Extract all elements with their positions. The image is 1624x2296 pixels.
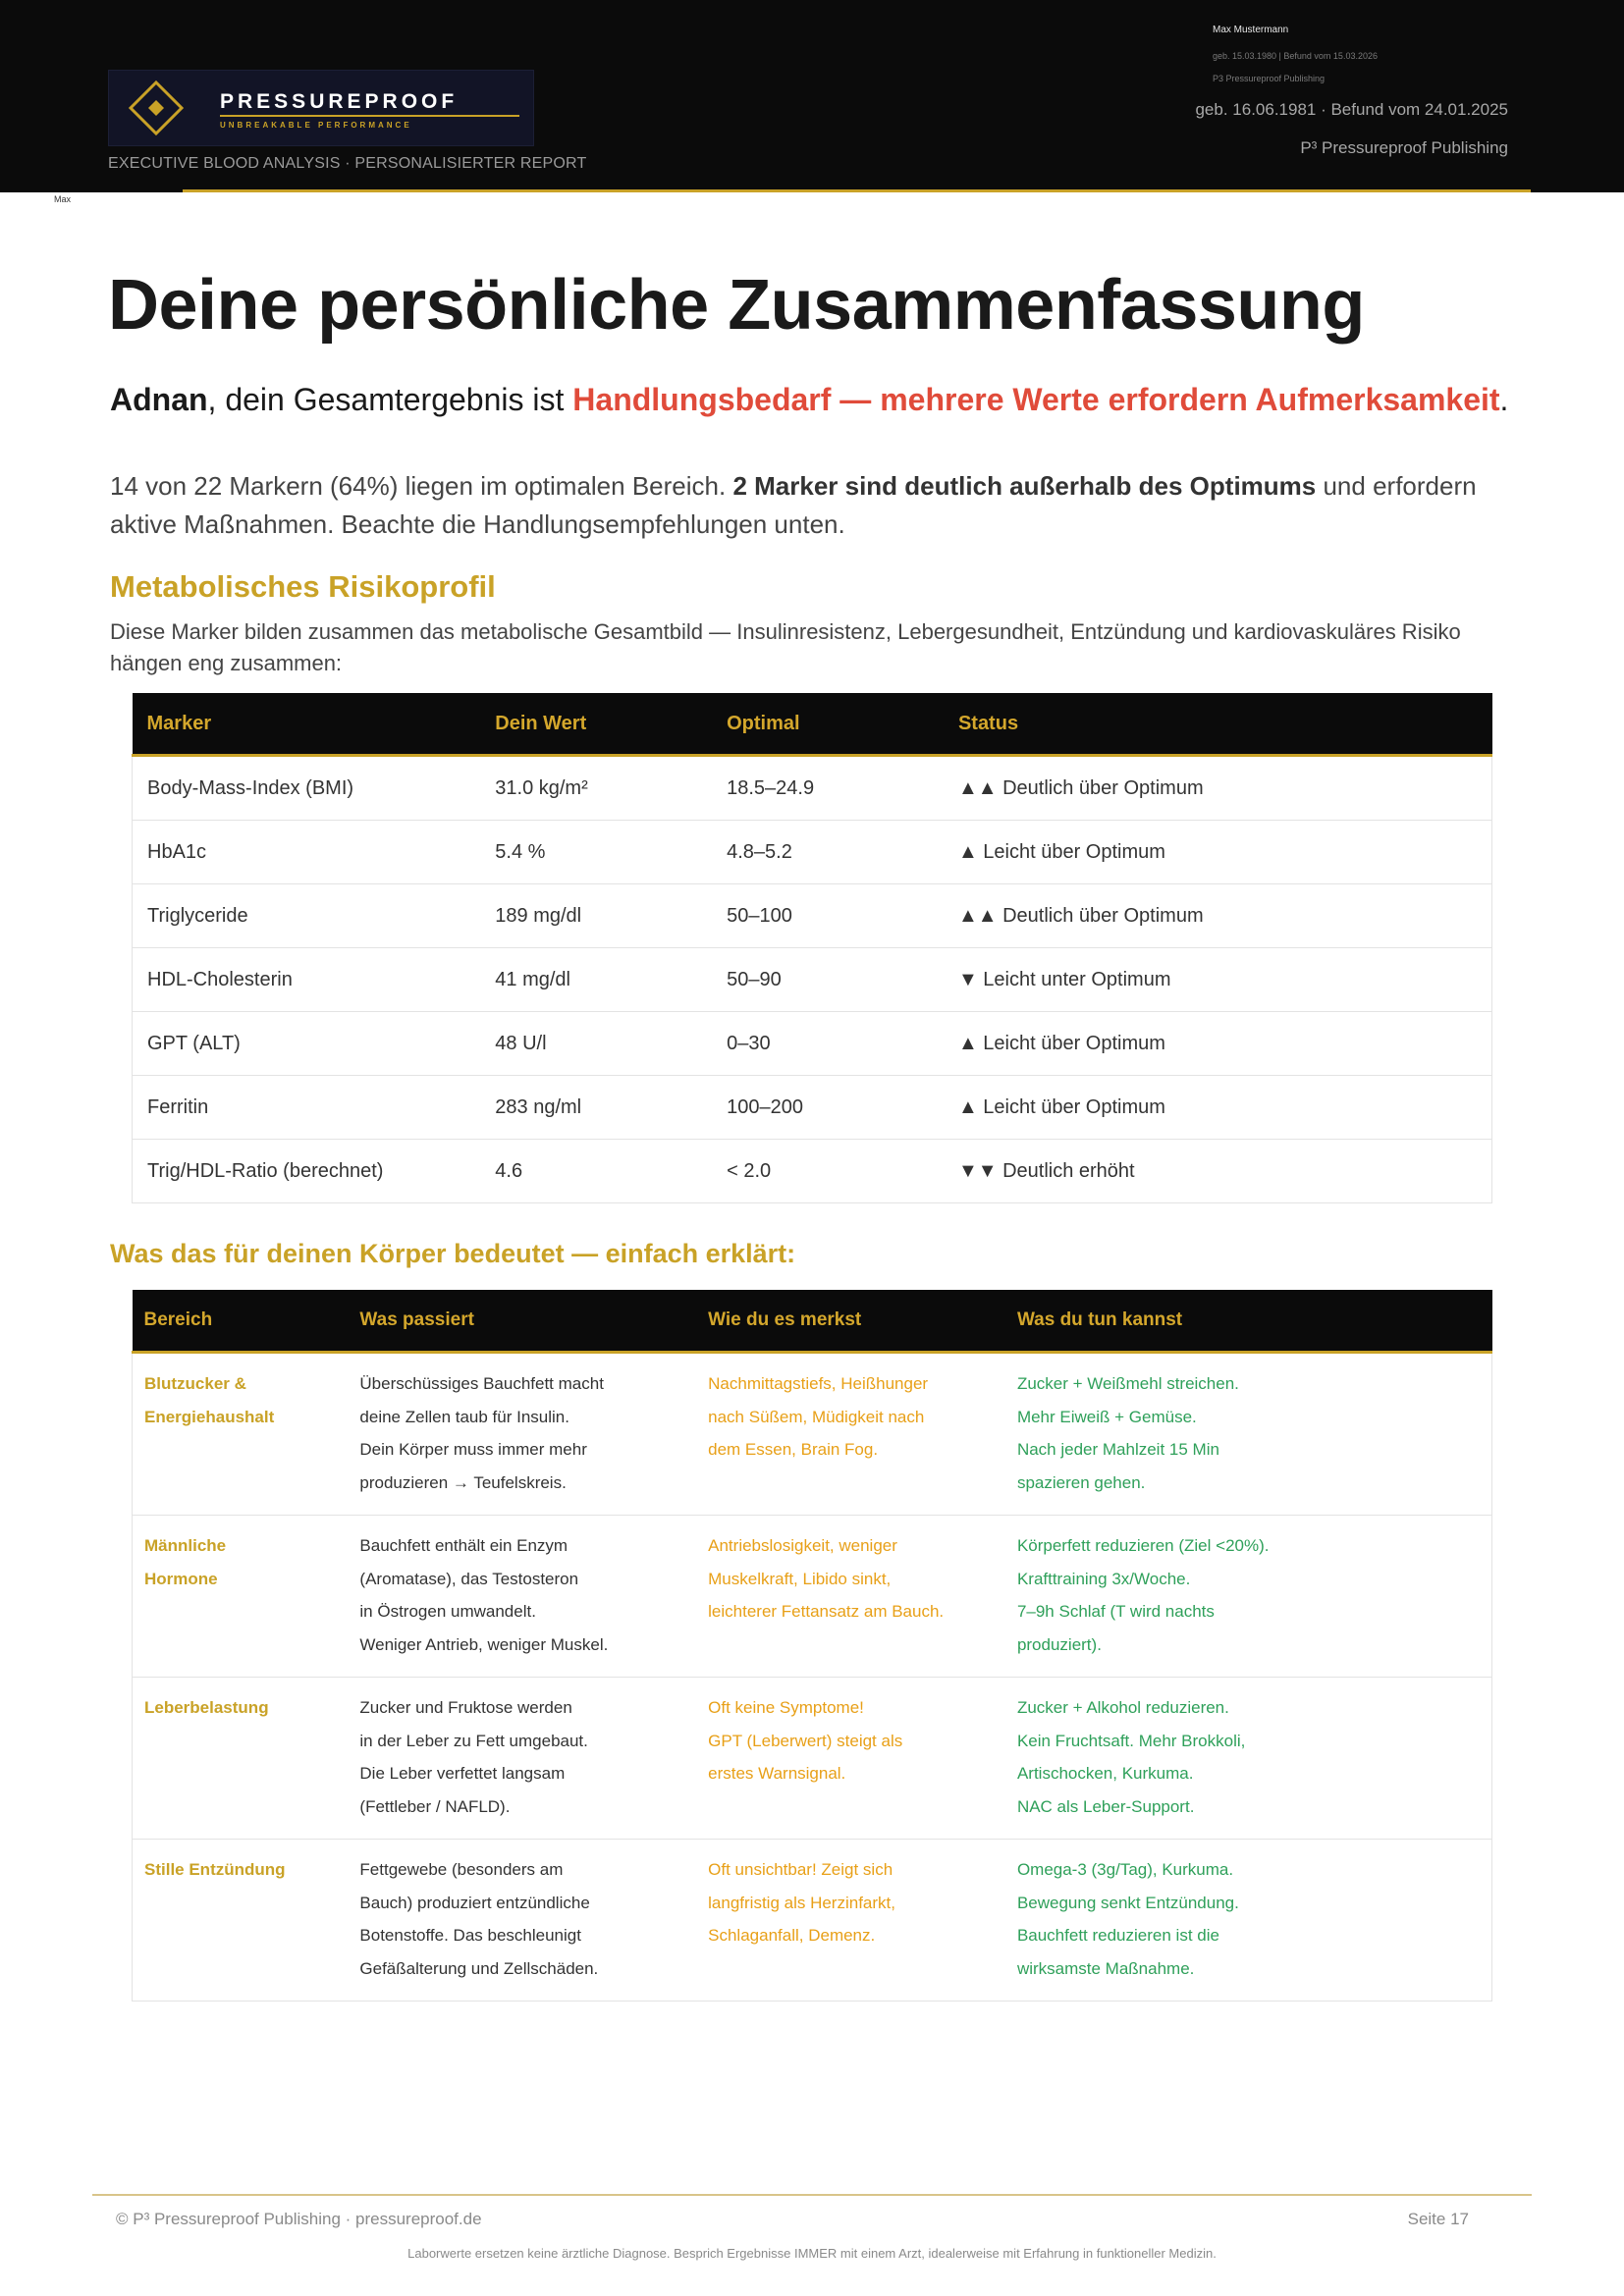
text-line: Oft unsichtbar! Zeigt sich (708, 1860, 893, 1879)
area-line: Energiehaushalt (144, 1407, 275, 1426)
column-header: Wie du es merkst (696, 1290, 1005, 1353)
marker-optimal: < 2.0 (712, 1140, 944, 1203)
text-line: Überschüssiges Bauchfett macht (359, 1374, 604, 1393)
diamond-logo-icon (125, 77, 188, 139)
report-header (0, 0, 1624, 192)
table-header-row (133, 1290, 1492, 1353)
page-number: Seite 17 (1407, 2210, 1469, 2228)
text-line: Muskelkraft, Libido sinkt, (708, 1569, 892, 1588)
marker-status: ▲▲ Deutlich über Optimum (944, 756, 1492, 821)
text-line: Botenstoffe. Das beschleunigt (359, 1926, 581, 1945)
explanation-table (132, 1290, 1492, 2002)
text-line: (Fettleber / NAFLD). (359, 1796, 511, 1816)
table-row (133, 1140, 1492, 1203)
table-header-row (133, 693, 1492, 756)
text-line: wirksamste Maßnahme. (1016, 1958, 1195, 1978)
text-line: Oft keine Symptome! (708, 1698, 864, 1717)
text-line: Bewegung senkt Entzündung. (1016, 1893, 1239, 1912)
area-line: Leberbelastung (144, 1698, 269, 1717)
text-line: Nachmittagstiefs, Heißhunger (708, 1374, 929, 1393)
area-cell (133, 1353, 349, 1516)
marker-optimal: 18.5–24.9 (712, 756, 944, 821)
text-line: Artischocken, Kurkuma. (1016, 1764, 1194, 1783)
table-row (133, 1678, 1492, 1840)
marker-value: 41 mg/dl (480, 948, 712, 1012)
marker-optimal: 50–90 (712, 948, 944, 1012)
text-line: NAC als Leber-Support. (1016, 1796, 1195, 1816)
text-line: GPT (Leberwert) steigt als (708, 1731, 903, 1750)
marker-status: ▲▲ Deutlich über Optimum (944, 884, 1492, 948)
marker-name: HDL-Cholesterin (133, 948, 481, 1012)
column-header: Dein Wert (480, 693, 712, 756)
marker-status: ▲ Leicht über Optimum (944, 821, 1492, 884)
report-subtitle: EXECUTIVE BLOOD ANALYSIS · PERSONALISIERTER REPORT (108, 155, 587, 172)
text-line: in der Leber zu Fett umgebaut. (359, 1731, 588, 1750)
table-row (133, 1076, 1492, 1140)
symptoms-cell (696, 1353, 1005, 1516)
area-cell (133, 1516, 349, 1678)
table-row (133, 821, 1492, 884)
text-line: Zucker + Alkohol reduzieren. (1016, 1698, 1229, 1717)
text-line: langfristig als Herzinfarkt, (708, 1893, 895, 1912)
header-divider (183, 189, 1531, 192)
table-row (133, 1516, 1492, 1678)
text-line: spazieren gehen. (1016, 1472, 1146, 1492)
patient-first-name: Adnan (110, 382, 208, 417)
text-line: Bauch) produziert entzündliche (359, 1893, 590, 1912)
marker-optimal: 4.8–5.2 (712, 821, 944, 884)
summary-part2: und erfordern aktive Maßnahmen. Beachte die Handlungsempfehlungen unten. (110, 471, 1477, 539)
publisher-small: P3 Pressureproof Publishing (1213, 74, 1326, 83)
text-line: Zucker + Weißmehl streichen. (1016, 1374, 1239, 1393)
text-line: Bauchfett reduzieren ist die (1016, 1926, 1219, 1945)
column-header: Was du tun kannst (1005, 1290, 1492, 1353)
column-header: Bereich (133, 1290, 349, 1353)
patient-meta-small: geb. 15.03.1980 | Befund vom 15.03.2026 (1213, 51, 1378, 61)
text-line: leichterer Fettansatz am Bauch. (708, 1602, 945, 1621)
logo-rule (220, 115, 519, 117)
result-end: . (1499, 382, 1509, 417)
column-header: Marker (133, 693, 481, 756)
what-happens-cell (348, 1678, 696, 1840)
text-line: Zucker und Fruktose werden (359, 1698, 572, 1717)
tiny-label: Max (54, 194, 72, 204)
area-line: Männliche (144, 1536, 227, 1555)
text-line: Antriebslosigkeit, weniger (708, 1536, 897, 1555)
table-row (133, 948, 1492, 1012)
table-row (133, 1012, 1492, 1076)
section-title: Metabolisches Risikoprofil (110, 569, 496, 604)
text-line: dem Essen, Brain Fog. (708, 1440, 879, 1459)
table-row (133, 884, 1492, 948)
logo-tagline: UNBREAKABLE PERFORMANCE (220, 121, 412, 130)
area-cell (133, 1678, 349, 1840)
area-line: Hormone (144, 1569, 218, 1588)
explain-title: Was das für deinen Körper bedeutet — einfach erklärt: (110, 1239, 796, 1268)
area-line: Blutzucker & (144, 1374, 246, 1393)
table-row (133, 1353, 1492, 1516)
text-line: deine Zellen taub für Insulin. (359, 1407, 569, 1426)
marker-optimal: 50–100 (712, 884, 944, 948)
marker-name: Body-Mass-Index (BMI) (133, 756, 481, 821)
section-description: Diese Marker bilden zusammen das metabolische Gesamtbild — Insulinresistenz, Lebergesundheit, Entzündung und kardiovaskuläres Risiko hängen eng zusammen: (110, 619, 1461, 675)
marker-value: 48 U/l (480, 1012, 712, 1076)
marker-name: HbA1c (133, 821, 481, 884)
summary-part1: 14 von 22 Markern (64%) liegen im optimalen Bereich. (110, 471, 733, 501)
marker-name: Triglyceride (133, 884, 481, 948)
text-line: Körperfett reduzieren (Ziel <20%). (1016, 1536, 1270, 1555)
actions-cell (1005, 1840, 1492, 2002)
actions-cell (1005, 1516, 1492, 1678)
logo-wordmark: PRESSUREPROOF (220, 90, 459, 113)
text-line: produzieren → Teufelskreis. (359, 1472, 567, 1492)
text-line: Gefäßalterung und Zellschäden. (359, 1958, 599, 1978)
result-text: , dein Gesamtergebnis ist (207, 382, 573, 417)
result-verdict: Handlungsbedarf — mehrere Werte erfordern Aufmerksamkeit (572, 382, 1500, 417)
footer-divider (92, 2194, 1532, 2196)
text-line: Bauchfett enthält ein Enzym (359, 1536, 568, 1555)
overall-result (110, 383, 1524, 416)
marker-status: ▲ Leicht über Optimum (944, 1076, 1492, 1140)
marker-status: ▼▼ Deutlich erhöht (944, 1140, 1492, 1203)
marker-value: 31.0 kg/m² (480, 756, 712, 821)
marker-value: 189 mg/dl (480, 884, 712, 948)
medical-disclaimer: Laborwerte ersetzen keine ärztliche Diagnose. Besprich Ergebnisse IMMER mit einem Arzt, idealerweise mit Erfahrung in funktioneller Medizin. (407, 2246, 1217, 2261)
what-happens-cell (348, 1353, 696, 1516)
what-happens-cell (348, 1840, 696, 2002)
summary-bold: 2 Marker sind deutlich außerhalb des Optimums (732, 471, 1317, 501)
column-header: Was passiert (348, 1290, 696, 1353)
marker-value: 4.6 (480, 1140, 712, 1203)
text-line: (Aromatase), das Testosteron (359, 1569, 579, 1588)
column-header: Status (944, 693, 1492, 756)
text-line: Nach jeder Mahlzeit 15 Min (1016, 1440, 1219, 1459)
table-row (133, 756, 1492, 821)
text-line: Weniger Antrieb, weniger Muskel. (359, 1634, 609, 1654)
text-line: erstes Warnsignal. (708, 1764, 846, 1783)
publisher-name: P³ Pressureproof Publishing (1300, 138, 1508, 157)
text-line: Die Leber verfettet langsam (359, 1764, 566, 1783)
area-line: Stille Entzündung (144, 1860, 286, 1879)
marker-name: Ferritin (133, 1076, 481, 1140)
patient-name-small: Max Mustermann (1213, 25, 1289, 35)
birth-and-report-date: geb. 16.06.1981 · Befund vom 24.01.2025 (1195, 100, 1508, 119)
marker-status: ▲ Leicht über Optimum (944, 1012, 1492, 1076)
marker-value: 5.4 % (480, 821, 712, 884)
summary-paragraph (110, 467, 1524, 544)
text-line: Mehr Eiweiß + Gemüse. (1016, 1407, 1197, 1426)
risk-profile-table (132, 693, 1492, 1203)
text-line: Schlaganfall, Demenz. (708, 1926, 876, 1945)
brand-logo (108, 70, 534, 146)
marker-name: GPT (ALT) (133, 1012, 481, 1076)
text-line: nach Süßem, Müdigkeit nach (708, 1407, 925, 1426)
marker-optimal: 0–30 (712, 1012, 944, 1076)
what-happens-cell (348, 1516, 696, 1678)
text-line: Dein Körper muss immer mehr (359, 1440, 587, 1459)
text-line: produziert). (1016, 1634, 1102, 1654)
symptoms-cell (696, 1840, 1005, 2002)
area-cell (133, 1840, 349, 2002)
text-line: 7–9h Schlaf (T wird nachts (1016, 1602, 1215, 1621)
marker-status: ▼ Leicht unter Optimum (944, 948, 1492, 1012)
page-title: Deine persönliche Zusammenfassung (108, 266, 1365, 345)
actions-cell (1005, 1353, 1492, 1516)
table-row (133, 1840, 1492, 2002)
footer-copyright: © P³ Pressureproof Publishing · pressureproof.de (116, 2210, 482, 2228)
text-line: Omega-3 (3g/Tag), Kurkuma. (1016, 1860, 1234, 1879)
text-line: Krafttraining 3x/Woche. (1016, 1569, 1191, 1588)
actions-cell (1005, 1678, 1492, 1840)
marker-optimal: 100–200 (712, 1076, 944, 1140)
text-line: Fettgewebe (besonders am (359, 1860, 564, 1879)
column-header: Optimal (712, 693, 944, 756)
text-line: in Östrogen umwandelt. (359, 1602, 536, 1621)
marker-name: Trig/HDL-Ratio (berechnet) (133, 1140, 481, 1203)
text-line: Kein Fruchtsaft. Mehr Brokkoli, (1016, 1731, 1246, 1750)
marker-value: 283 ng/ml (480, 1076, 712, 1140)
symptoms-cell (696, 1678, 1005, 1840)
symptoms-cell (696, 1516, 1005, 1678)
